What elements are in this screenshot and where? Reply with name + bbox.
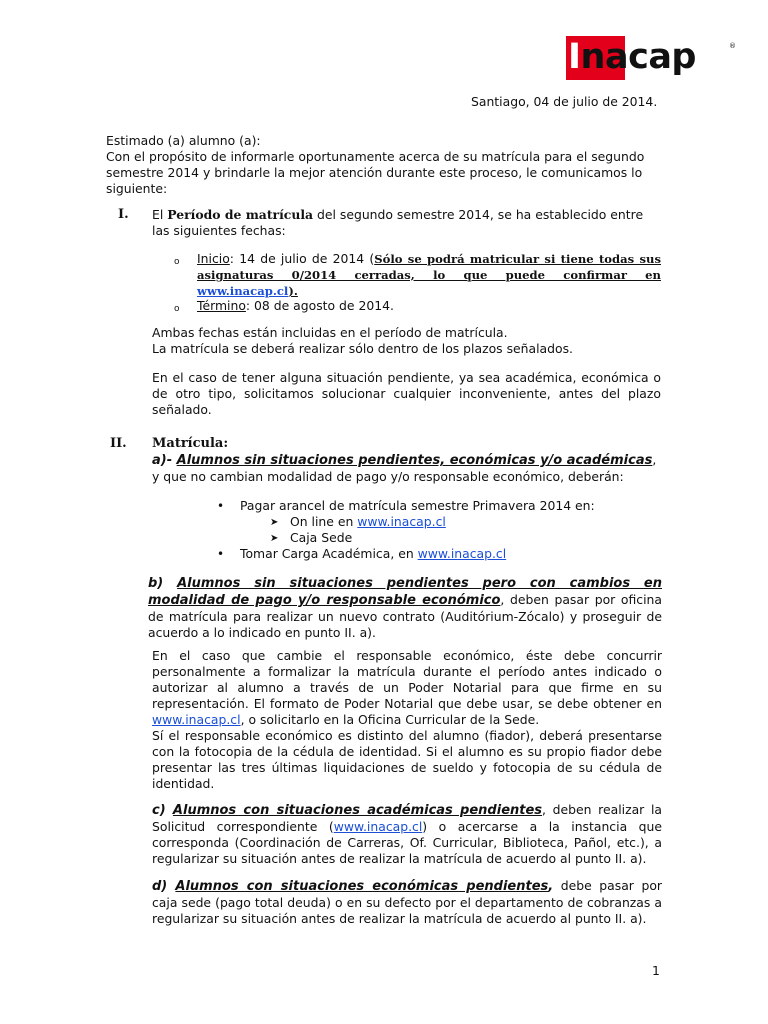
- item-d-paragraph: d) Alumnos con situaciones económicas pendientes, debe pasar por caja sede (pago total deuda) o en su defecto por el departamento de cobranzas a regularizar su situación antes de realizar la matrícula de acuerdo al punto II. a).: [152, 878, 662, 926]
- inacap-logo: [566, 36, 736, 80]
- termino-item: Término: 08 de agosto de 2014.: [197, 298, 394, 313]
- bullet-dot: •: [217, 499, 225, 513]
- notarial-form-link[interactable]: www.inacap.cl: [152, 712, 241, 727]
- item-b-paragraph: b) Alumnos sin situaciones pendientes pero con cambios en modalidad de pago y/o responsable económico, deben pasar por oficina de matrícula para realizar un nuevo contrato (Auditórium-Zócalo) y proseguir de acuerdo a lo indicado en punto II. a).: [148, 576, 662, 640]
- request-link[interactable]: www.inacap.cl: [333, 819, 423, 834]
- section-2-numeral: II.: [110, 436, 127, 451]
- online-item: On line en www.inacap.cl: [290, 514, 446, 529]
- intro-paragraph: Con el propósito de informarle oportunamente acerca de su matrícula para el segundo semestre 2014 y brindarle la mejor atención durante este proceso, le comunicamos lo siguiente:: [106, 149, 645, 196]
- deadline-line: La matrícula se deberá realizar sólo dentro de los plazos señalados.: [152, 341, 573, 356]
- bullet-inicio: o: [174, 257, 180, 267]
- inicio-item: Inicio: 14 de julio de 2014 (Sólo se podrá matricular si tiene todas sus asignaturas 0/2014 cerradas, lo que puede confirmar en www.inacap.cl).: [197, 251, 661, 298]
- online-link[interactable]: www.inacap.cl: [357, 514, 446, 529]
- item-d-title: Alumnos con situaciones económicas pendientes: [175, 879, 549, 894]
- item-c-title: Alumnos con situaciones académicas pendientes: [172, 803, 543, 818]
- academic-load-item: Tomar Carga Académica, en www.inacap.cl: [240, 546, 507, 561]
- section-2-title: Matrícula:: [152, 436, 229, 451]
- item-a-title: Alumnos sin situaciones pendientes, económicas y/o académicas: [176, 453, 653, 468]
- arrow-bullet-icon: ➤: [270, 517, 279, 528]
- item-c-paragraph: c) Alumnos con situaciones académicas pendientes, deben realizar la Solicitud correspondiente (www.inacap.cl) o acercarse a la instancia que corresponda (Coordinación de Carreras, Of. Curricular, Biblioteca, Pañol, etc.), a regularizar su situación antes de realizar la matrícula de acuerdo al punto II. a).: [152, 802, 662, 866]
- section-1-paragraph: El Período de matrícula del segundo semestre 2014, se ha establecido entre las siguientes fechas:: [152, 207, 644, 238]
- pending-situation-paragraph: En el caso de tener alguna situación pendiente, ya sea académica, económica o de otro tipo, solicitamos solucionar cualquier inconveniente, antes del plazo señalado.: [152, 370, 661, 417]
- logo-wordmark: Inacap: [568, 37, 696, 77]
- guarantor-paragraph: Sí el responsable económico es distinto del alumno (fiador), deberá presentarse con la fotocopia de la cédula de identidad. Si el alumno es su propio fiador debe presentar las tres últimas liquidaciones de sueldo y fotocopia de su cédula de identidad.: [152, 728, 662, 791]
- pay-fee-item: Pagar arancel de matrícula semestre Primavera 2014 en:: [240, 498, 595, 513]
- item-b-title: Alumnos sin situaciones pendientes pero con cambios en modalidad de pago y/o responsable económico: [148, 576, 662, 608]
- date-line: Santiago, 04 de julio de 2014.: [471, 94, 658, 109]
- dates-included-line: Ambas fechas están incluidas en el período de matrícula.: [152, 325, 508, 340]
- page-number: 1: [652, 963, 660, 978]
- registered-mark: ®: [729, 42, 736, 50]
- inicio-note: Sólo se podrá matricular si tiene todas sus asignaturas 0/2014 cerradas, lo que puede confirmar en www.inacap.cl).: [197, 252, 661, 298]
- bullet-termino: o: [174, 304, 180, 314]
- caja-sede-item: Caja Sede: [290, 530, 353, 545]
- academic-load-link[interactable]: www.inacap.cl: [417, 546, 507, 561]
- bullet-dot: •: [217, 547, 225, 561]
- responsible-change-paragraph: En el caso que cambie el responsable económico, éste debe concurrir personalmente a formalizar la matrícula durante el período antes indicado o autorizar al alumno a través de un Poder Notarial para que firme en su representación. El formato de Poder Notarial que debe usar, se debe obtener en www.inacap.cl, o solicitarlo en la Oficina Curricular de la Sede.: [152, 648, 662, 727]
- arrow-bullet-icon: ➤: [270, 533, 279, 544]
- inicio-link[interactable]: www.inacap.cl: [197, 284, 289, 298]
- greeting: Estimado (a) alumno (a):: [106, 133, 261, 148]
- section-1-numeral: I.: [118, 207, 129, 222]
- item-a-paragraph: a)- Alumnos sin situaciones pendientes, económicas y/o académicas, y que no cambian modalidad de pago y/o responsable económico, deberán:: [152, 452, 657, 484]
